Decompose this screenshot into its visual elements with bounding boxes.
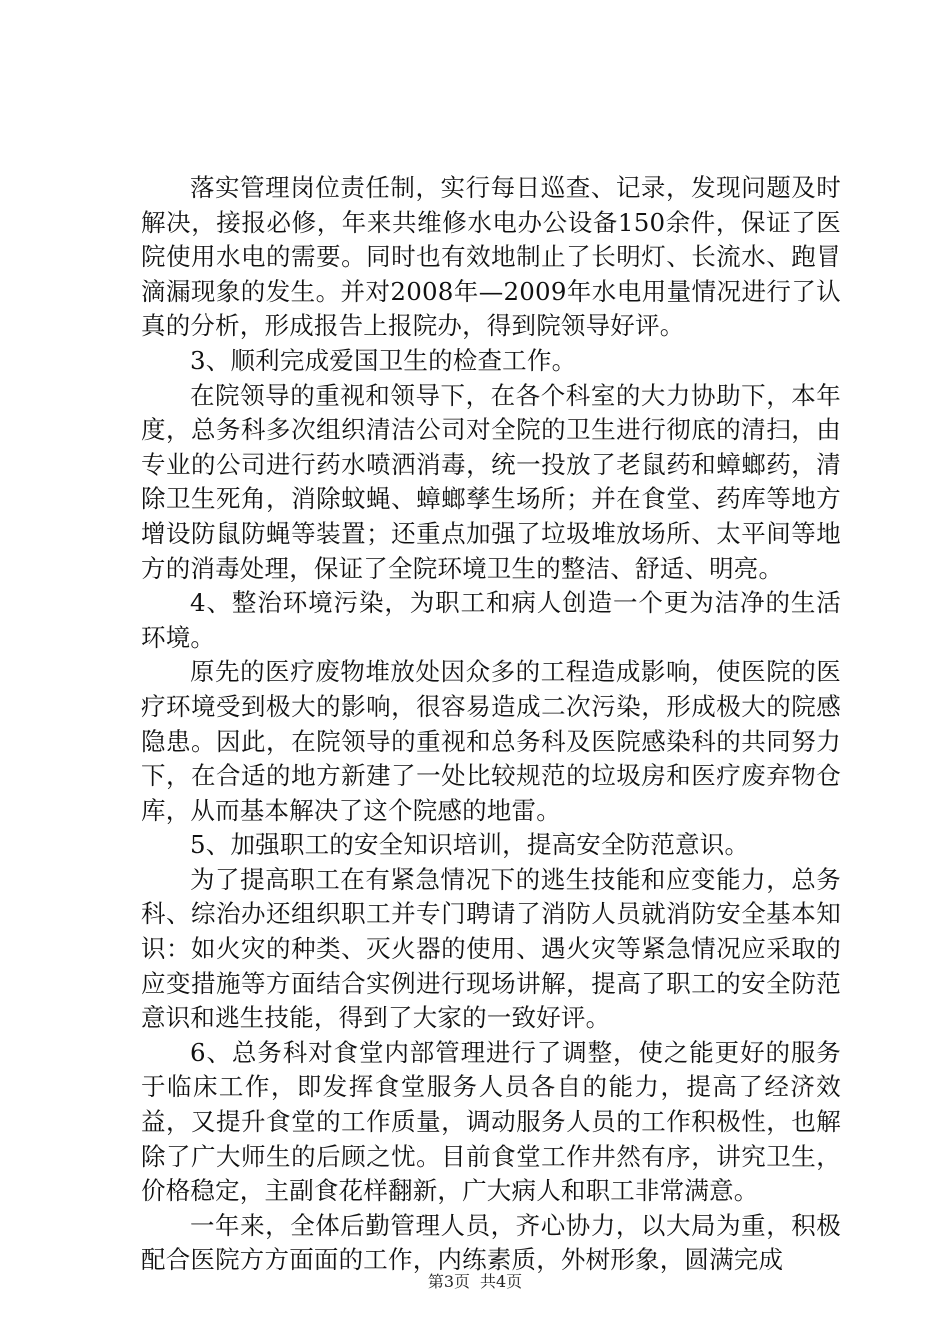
page-number: 第3页 <box>427 1272 470 1291</box>
paragraph-sanitation: 在院领导的重视和领导下，在各个科室的大力协助下，本年度，总务科多次组织清洁公司对全院的卫生进行彻底的清扫，由专业的公司进行药水喷洒消毒，统一投放了老鼠药和蟑螂药，清除卫生死角，消除蚊蝇、蟑螂孳生场所；并在食堂、药库等地方增设防鼠防蝇等装置；还重点加强了垃圾堆放场所、太平间等地方的消毒处理，保证了全院环境卫生的整洁、舒适、明亮。 <box>141 380 841 583</box>
paragraph-canteen: 6、总务科对食堂内部管理进行了调整，使之能更好的服务于临床工作，即发挥食堂服务人员各自的能力，提高了经济效益，又提升食堂的工作质量，调动服务人员的工作积极性，也解除了广大师生的后顾之忧。目前食堂工作井然有序，讲究卫生，价格稳定，主副食花样翻新，广大病人和职工非常满意。 <box>141 1037 841 1206</box>
heading-safety-training: 5、加强职工的安全知识培训，提高安全防范意识。 <box>190 830 750 860</box>
document-body <box>141 171 841 1278</box>
page-total: 共4页 <box>480 1272 523 1291</box>
paragraph-summary: 一年来，全体后勤管理人员，齐心协力，以大局为重，积极配合医院方方面面的工作，内练素质，外树形象，圆满完成 <box>141 1210 841 1275</box>
heading-patriotic-health: 3、顺利完成爱国卫生的检查工作。 <box>190 345 577 375</box>
paragraph-medical-waste: 原先的医疗废物堆放处因众多的工程造成影响，使医院的医疗环境受到极大的影响，很容易造成二次污染，形成极大的院感隐患。因此，在院领导的重视和总务科及医院感染科的共同努力下，在合适的地方新建了一处比较规范的垃圾房和医疗废弃物仓库，从而基本解决了这个院感的地雷。 <box>141 657 841 825</box>
page-footer <box>0 1272 950 1292</box>
heading-pollution: 4、整治环境污染，为职工和病人创造一个更为洁净的生活环境。 <box>141 588 841 652</box>
paragraph-fire-safety: 为了提高职工在有紧急情况下的逃生技能和应变能力，总务科、综治办还组织职工并专门聘请了消防人员就消防安全基本知识：如火灾的种类、灭火器的使用、遇火灾等紧急情况应采取的应变措施等方面结合实例进行现场讲解，提高了职工的安全防范意识和逃生技能，得到了大家的一致好评。 <box>141 864 841 1033</box>
paragraph-maintenance: 落实管理岗位责任制，实行每日巡查、记录，发现问题及时解决，接报必修，年来共维修水电办公设备150余件，保证了医院使用水电的需要。同时也有效地制止了长明灯、长流水、跑冒滴漏现象的发生。并对2008年—2009年水电用量情况进行了认真的分析，形成报告上报院办，得到院领导好评。 <box>141 173 841 341</box>
